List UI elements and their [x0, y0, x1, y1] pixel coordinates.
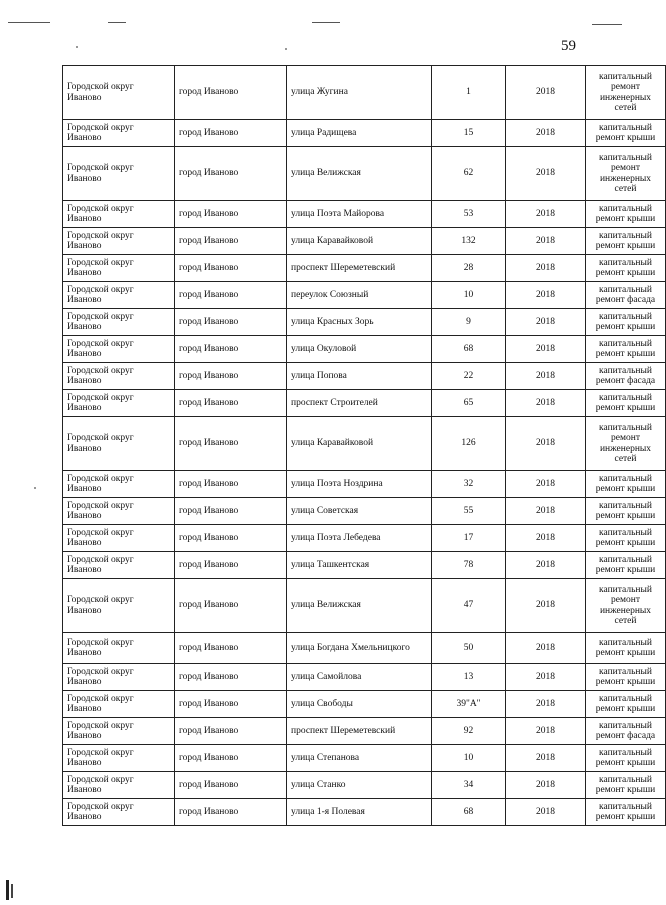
house-cell: 50: [432, 633, 506, 664]
municipality-cell: Городской округ Иваново: [63, 120, 175, 147]
municipality-cell: Городской округ Иваново: [63, 201, 175, 228]
municipality-cell: Городской округ Иваново: [63, 282, 175, 309]
municipality-cell: Городской округ Иваново: [63, 471, 175, 498]
work-type-cell: капитальный ремонт крыши: [586, 309, 666, 336]
settlement-cell: город Иваново: [175, 282, 287, 309]
table-row: [63, 745, 666, 772]
street-cell: улица Свободы: [287, 691, 432, 718]
settlement-cell: город Иваново: [175, 390, 287, 417]
year-cell: 2018: [506, 309, 586, 336]
house-cell: 53: [432, 201, 506, 228]
binding-edge-mark: [6, 880, 9, 900]
municipality-cell: Городской округ Иваново: [63, 579, 175, 633]
house-cell: 1: [432, 66, 506, 120]
street-cell: улица Советская: [287, 498, 432, 525]
work-type-cell: капитальный ремонт крыши: [586, 552, 666, 579]
settlement-cell: город Иваново: [175, 309, 287, 336]
table-row: [63, 66, 666, 120]
house-cell: 13: [432, 664, 506, 691]
table-row: [63, 772, 666, 799]
street-cell: проспект Строителей: [287, 390, 432, 417]
settlement-cell: город Иваново: [175, 228, 287, 255]
repair-register-table: [62, 65, 666, 826]
year-cell: 2018: [506, 120, 586, 147]
settlement-cell: город Иваново: [175, 66, 287, 120]
house-cell: 68: [432, 336, 506, 363]
year-cell: 2018: [506, 201, 586, 228]
settlement-cell: город Иваново: [175, 417, 287, 471]
work-type-cell: капитальный ремонт крыши: [586, 471, 666, 498]
house-cell: 22: [432, 363, 506, 390]
house-cell: 10: [432, 282, 506, 309]
scan-artifact-line: [312, 22, 340, 23]
table-row: [63, 255, 666, 282]
work-type-cell: капитальный ремонт крыши: [586, 633, 666, 664]
year-cell: 2018: [506, 772, 586, 799]
work-type-cell: капитальный ремонт инженерных сетей: [586, 66, 666, 120]
street-cell: улица Самойлова: [287, 664, 432, 691]
work-type-cell: капитальный ремонт крыши: [586, 664, 666, 691]
work-type-cell: капитальный ремонт фасада: [586, 363, 666, 390]
street-cell: улица Каравайковой: [287, 228, 432, 255]
house-cell: 17: [432, 525, 506, 552]
settlement-cell: город Иваново: [175, 363, 287, 390]
year-cell: 2018: [506, 417, 586, 471]
settlement-cell: город Иваново: [175, 525, 287, 552]
binding-edge-mark: [11, 884, 13, 898]
house-cell: 32: [432, 471, 506, 498]
year-cell: 2018: [506, 282, 586, 309]
work-type-cell: капитальный ремонт фасада: [586, 718, 666, 745]
street-cell: проспект Шереметевский: [287, 718, 432, 745]
house-cell: 15: [432, 120, 506, 147]
year-cell: 2018: [506, 552, 586, 579]
street-cell: улица Поэта Лебедева: [287, 525, 432, 552]
work-type-cell: капитальный ремонт крыши: [586, 255, 666, 282]
settlement-cell: город Иваново: [175, 745, 287, 772]
scan-artifact-dot: [285, 48, 287, 50]
street-cell: улица Велижская: [287, 579, 432, 633]
table-row: [63, 309, 666, 336]
municipality-cell: Городской округ Иваново: [63, 745, 175, 772]
work-type-cell: капитальный ремонт инженерных сетей: [586, 417, 666, 471]
settlement-cell: город Иваново: [175, 120, 287, 147]
house-cell: 78: [432, 552, 506, 579]
street-cell: улица Жугина: [287, 66, 432, 120]
work-type-cell: капитальный ремонт крыши: [586, 498, 666, 525]
year-cell: 2018: [506, 363, 586, 390]
street-cell: улица Поэта Ноздрина: [287, 471, 432, 498]
street-cell: улица Велижская: [287, 147, 432, 201]
street-cell: улица Окуловой: [287, 336, 432, 363]
house-cell: 92: [432, 718, 506, 745]
settlement-cell: город Иваново: [175, 552, 287, 579]
street-cell: улица Поэта Майорова: [287, 201, 432, 228]
scan-artifact-dot: [34, 487, 36, 489]
municipality-cell: Городской округ Иваново: [63, 718, 175, 745]
street-cell: проспект Шереметевский: [287, 255, 432, 282]
settlement-cell: город Иваново: [175, 772, 287, 799]
table-row: [63, 201, 666, 228]
municipality-cell: Городской округ Иваново: [63, 417, 175, 471]
settlement-cell: город Иваново: [175, 471, 287, 498]
settlement-cell: город Иваново: [175, 255, 287, 282]
municipality-cell: Городской округ Иваново: [63, 664, 175, 691]
year-cell: 2018: [506, 664, 586, 691]
year-cell: 2018: [506, 633, 586, 664]
table-body: [63, 66, 666, 826]
municipality-cell: Городской округ Иваново: [63, 255, 175, 282]
scan-artifact-line: [592, 24, 622, 25]
table-row: [63, 633, 666, 664]
work-type-cell: капитальный ремонт крыши: [586, 336, 666, 363]
house-cell: 132: [432, 228, 506, 255]
settlement-cell: город Иваново: [175, 691, 287, 718]
municipality-cell: Городской округ Иваново: [63, 691, 175, 718]
settlement-cell: город Иваново: [175, 201, 287, 228]
house-cell: 47: [432, 579, 506, 633]
table-row: [63, 525, 666, 552]
house-cell: 28: [432, 255, 506, 282]
street-cell: улица 1-я Полевая: [287, 799, 432, 826]
table-row: [63, 718, 666, 745]
table-row: [63, 147, 666, 201]
table-row: [63, 691, 666, 718]
work-type-cell: капитальный ремонт крыши: [586, 525, 666, 552]
work-type-cell: капитальный ремонт инженерных сетей: [586, 579, 666, 633]
street-cell: улица Радищева: [287, 120, 432, 147]
street-cell: улица Красных Зорь: [287, 309, 432, 336]
settlement-cell: город Иваново: [175, 799, 287, 826]
table-row: [63, 417, 666, 471]
table-row: [63, 120, 666, 147]
street-cell: улица Степанова: [287, 745, 432, 772]
settlement-cell: город Иваново: [175, 147, 287, 201]
page-number: 59: [561, 38, 576, 54]
municipality-cell: Городской округ Иваново: [63, 633, 175, 664]
table-row: [63, 552, 666, 579]
year-cell: 2018: [506, 471, 586, 498]
municipality-cell: Городской округ Иваново: [63, 552, 175, 579]
street-cell: улица Попова: [287, 363, 432, 390]
work-type-cell: капитальный ремонт крыши: [586, 745, 666, 772]
table-row: [63, 498, 666, 525]
municipality-cell: Городской округ Иваново: [63, 228, 175, 255]
table-row: [63, 228, 666, 255]
house-cell: 39"А": [432, 691, 506, 718]
settlement-cell: город Иваново: [175, 633, 287, 664]
municipality-cell: Городской округ Иваново: [63, 525, 175, 552]
scan-artifact-dot: [76, 46, 78, 48]
municipality-cell: Городской округ Иваново: [63, 799, 175, 826]
house-cell: 55: [432, 498, 506, 525]
year-cell: 2018: [506, 691, 586, 718]
municipality-cell: Городской округ Иваново: [63, 363, 175, 390]
year-cell: 2018: [506, 498, 586, 525]
year-cell: 2018: [506, 390, 586, 417]
year-cell: 2018: [506, 718, 586, 745]
house-cell: 34: [432, 772, 506, 799]
settlement-cell: город Иваново: [175, 498, 287, 525]
year-cell: 2018: [506, 799, 586, 826]
settlement-cell: город Иваново: [175, 336, 287, 363]
house-cell: 126: [432, 417, 506, 471]
table-row: [63, 799, 666, 826]
table-row: [63, 336, 666, 363]
scan-artifact-line: [8, 22, 50, 23]
work-type-cell: капитальный ремонт крыши: [586, 390, 666, 417]
work-type-cell: капитальный ремонт крыши: [586, 228, 666, 255]
settlement-cell: город Иваново: [175, 718, 287, 745]
municipality-cell: Городской округ Иваново: [63, 66, 175, 120]
year-cell: 2018: [506, 745, 586, 772]
municipality-cell: Городской округ Иваново: [63, 147, 175, 201]
street-cell: переулок Союзный: [287, 282, 432, 309]
house-cell: 62: [432, 147, 506, 201]
year-cell: 2018: [506, 579, 586, 633]
municipality-cell: Городской округ Иваново: [63, 336, 175, 363]
municipality-cell: Городской округ Иваново: [63, 390, 175, 417]
work-type-cell: капитальный ремонт крыши: [586, 201, 666, 228]
house-cell: 9: [432, 309, 506, 336]
table-row: [63, 390, 666, 417]
year-cell: 2018: [506, 147, 586, 201]
house-cell: 10: [432, 745, 506, 772]
year-cell: 2018: [506, 336, 586, 363]
house-cell: 68: [432, 799, 506, 826]
table-row: [63, 664, 666, 691]
work-type-cell: капитальный ремонт инженерных сетей: [586, 147, 666, 201]
work-type-cell: капитальный ремонт крыши: [586, 799, 666, 826]
municipality-cell: Городской округ Иваново: [63, 498, 175, 525]
work-type-cell: капитальный ремонт фасада: [586, 282, 666, 309]
street-cell: улица Каравайковой: [287, 417, 432, 471]
table-row: [63, 579, 666, 633]
year-cell: 2018: [506, 255, 586, 282]
year-cell: 2018: [506, 66, 586, 120]
street-cell: улица Богдана Хмельницкого: [287, 633, 432, 664]
table-row: [63, 363, 666, 390]
year-cell: 2018: [506, 525, 586, 552]
settlement-cell: город Иваново: [175, 579, 287, 633]
table-row: [63, 282, 666, 309]
work-type-cell: капитальный ремонт крыши: [586, 691, 666, 718]
street-cell: улица Ташкентская: [287, 552, 432, 579]
scan-artifact-line: [108, 22, 126, 23]
municipality-cell: Городской округ Иваново: [63, 309, 175, 336]
municipality-cell: Городской округ Иваново: [63, 772, 175, 799]
settlement-cell: город Иваново: [175, 664, 287, 691]
year-cell: 2018: [506, 228, 586, 255]
house-cell: 65: [432, 390, 506, 417]
table-row: [63, 471, 666, 498]
work-type-cell: капитальный ремонт крыши: [586, 772, 666, 799]
work-type-cell: капитальный ремонт крыши: [586, 120, 666, 147]
street-cell: улица Станко: [287, 772, 432, 799]
